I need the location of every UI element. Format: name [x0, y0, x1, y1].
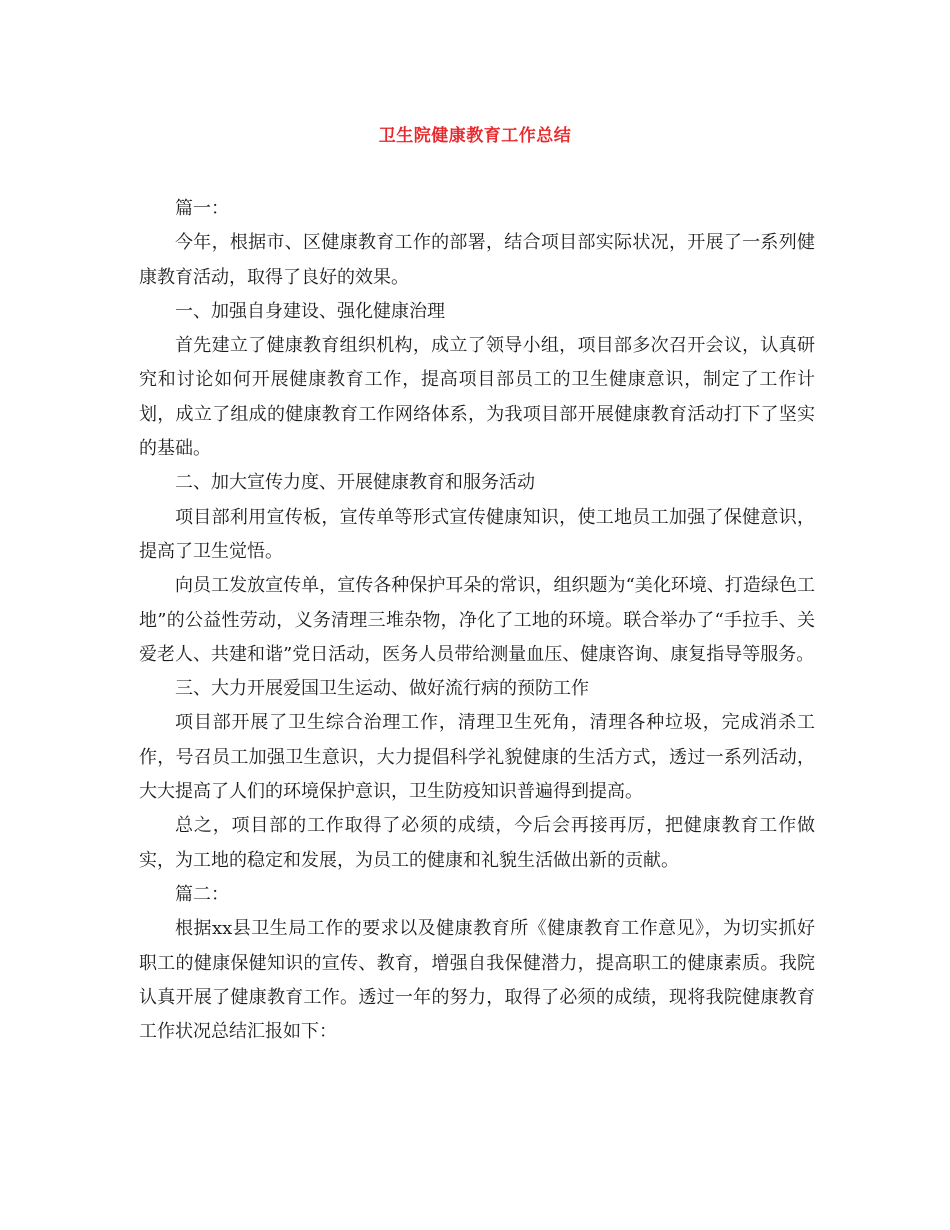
body-paragraph: 总之，项目部的工作取得了必须的成绩，今后会再接再厉，把健康教育工作做实，为工地的稳定和发展，为员工的健康和礼貌生活做出新的贡献。	[139, 815, 815, 871]
document-body	[139, 192, 815, 1049]
body-paragraph: 根据xx县卫生局工作的要求以及健康教育所《健康教育工作意见》，为切实抓好职工的健康保健知识的宣传、教育，增强自我保健潜力，提高职工的健康素质。我院认真开展了健康教育工作。透过一年的努力，取得了必须的成绩，现将我院健康教育工作状况总结汇报如下：	[139, 918, 815, 1043]
section-heading: 一、加强自身建设、强化健康治理	[175, 300, 445, 322]
body-paragraph: 今年，根据市、区健康教育工作的部署，结合项目部实际状况，开展了一系列健康教育活动，取得了良好的效果。	[139, 232, 815, 288]
section-heading: 三、大力开展爱国卫生运动、做好流行病的预防工作	[175, 678, 589, 700]
section-heading: 二、加大宣传力度、开展健康教育和服务活动	[175, 472, 535, 494]
section-heading-part-two: 篇二：	[175, 883, 229, 905]
section-heading-part-one: 篇一：	[175, 198, 229, 219]
body-paragraph: 向员工发放宣传单，宣传各种保护耳朵的常识，组织题为“美化环境、打造绿色工地”的公益性劳动，义务清理三堆杂物，净化了工地的环境。联合举办了“手拉手、关爱老人、共建和谐”党日活动，医务人员带给测量血压、健康咨询、康复指导等服务。	[139, 575, 815, 665]
body-paragraph: 首先建立了健康教育组织机构，成立了领导小组，项目部多次召开会议，认真研究和讨论如何开展健康教育工作，提高项目部员工的卫生健康意识，制定了工作计划，成立了组成的健康教育工作网络体系，为我项目部开展健康教育活动打下了坚实的基础。	[139, 335, 815, 460]
document-title: 卫生院健康教育工作总结	[378, 126, 572, 146]
body-paragraph: 项目部开展了卫生综合治理工作，清理卫生死角，清理各种垃圾，完成消杀工作，号召员工加强卫生意识，大力提倡科学礼貌健康的生活方式，透过一系列活动，大大提高了人们的环境保护意识，卫生防疫知识普遍得到提高。	[139, 712, 815, 803]
body-paragraph: 项目部利用宣传板，宣传单等形式宣传健康知识，使工地员工加强了保健意识，提高了卫生觉悟。	[139, 506, 815, 562]
